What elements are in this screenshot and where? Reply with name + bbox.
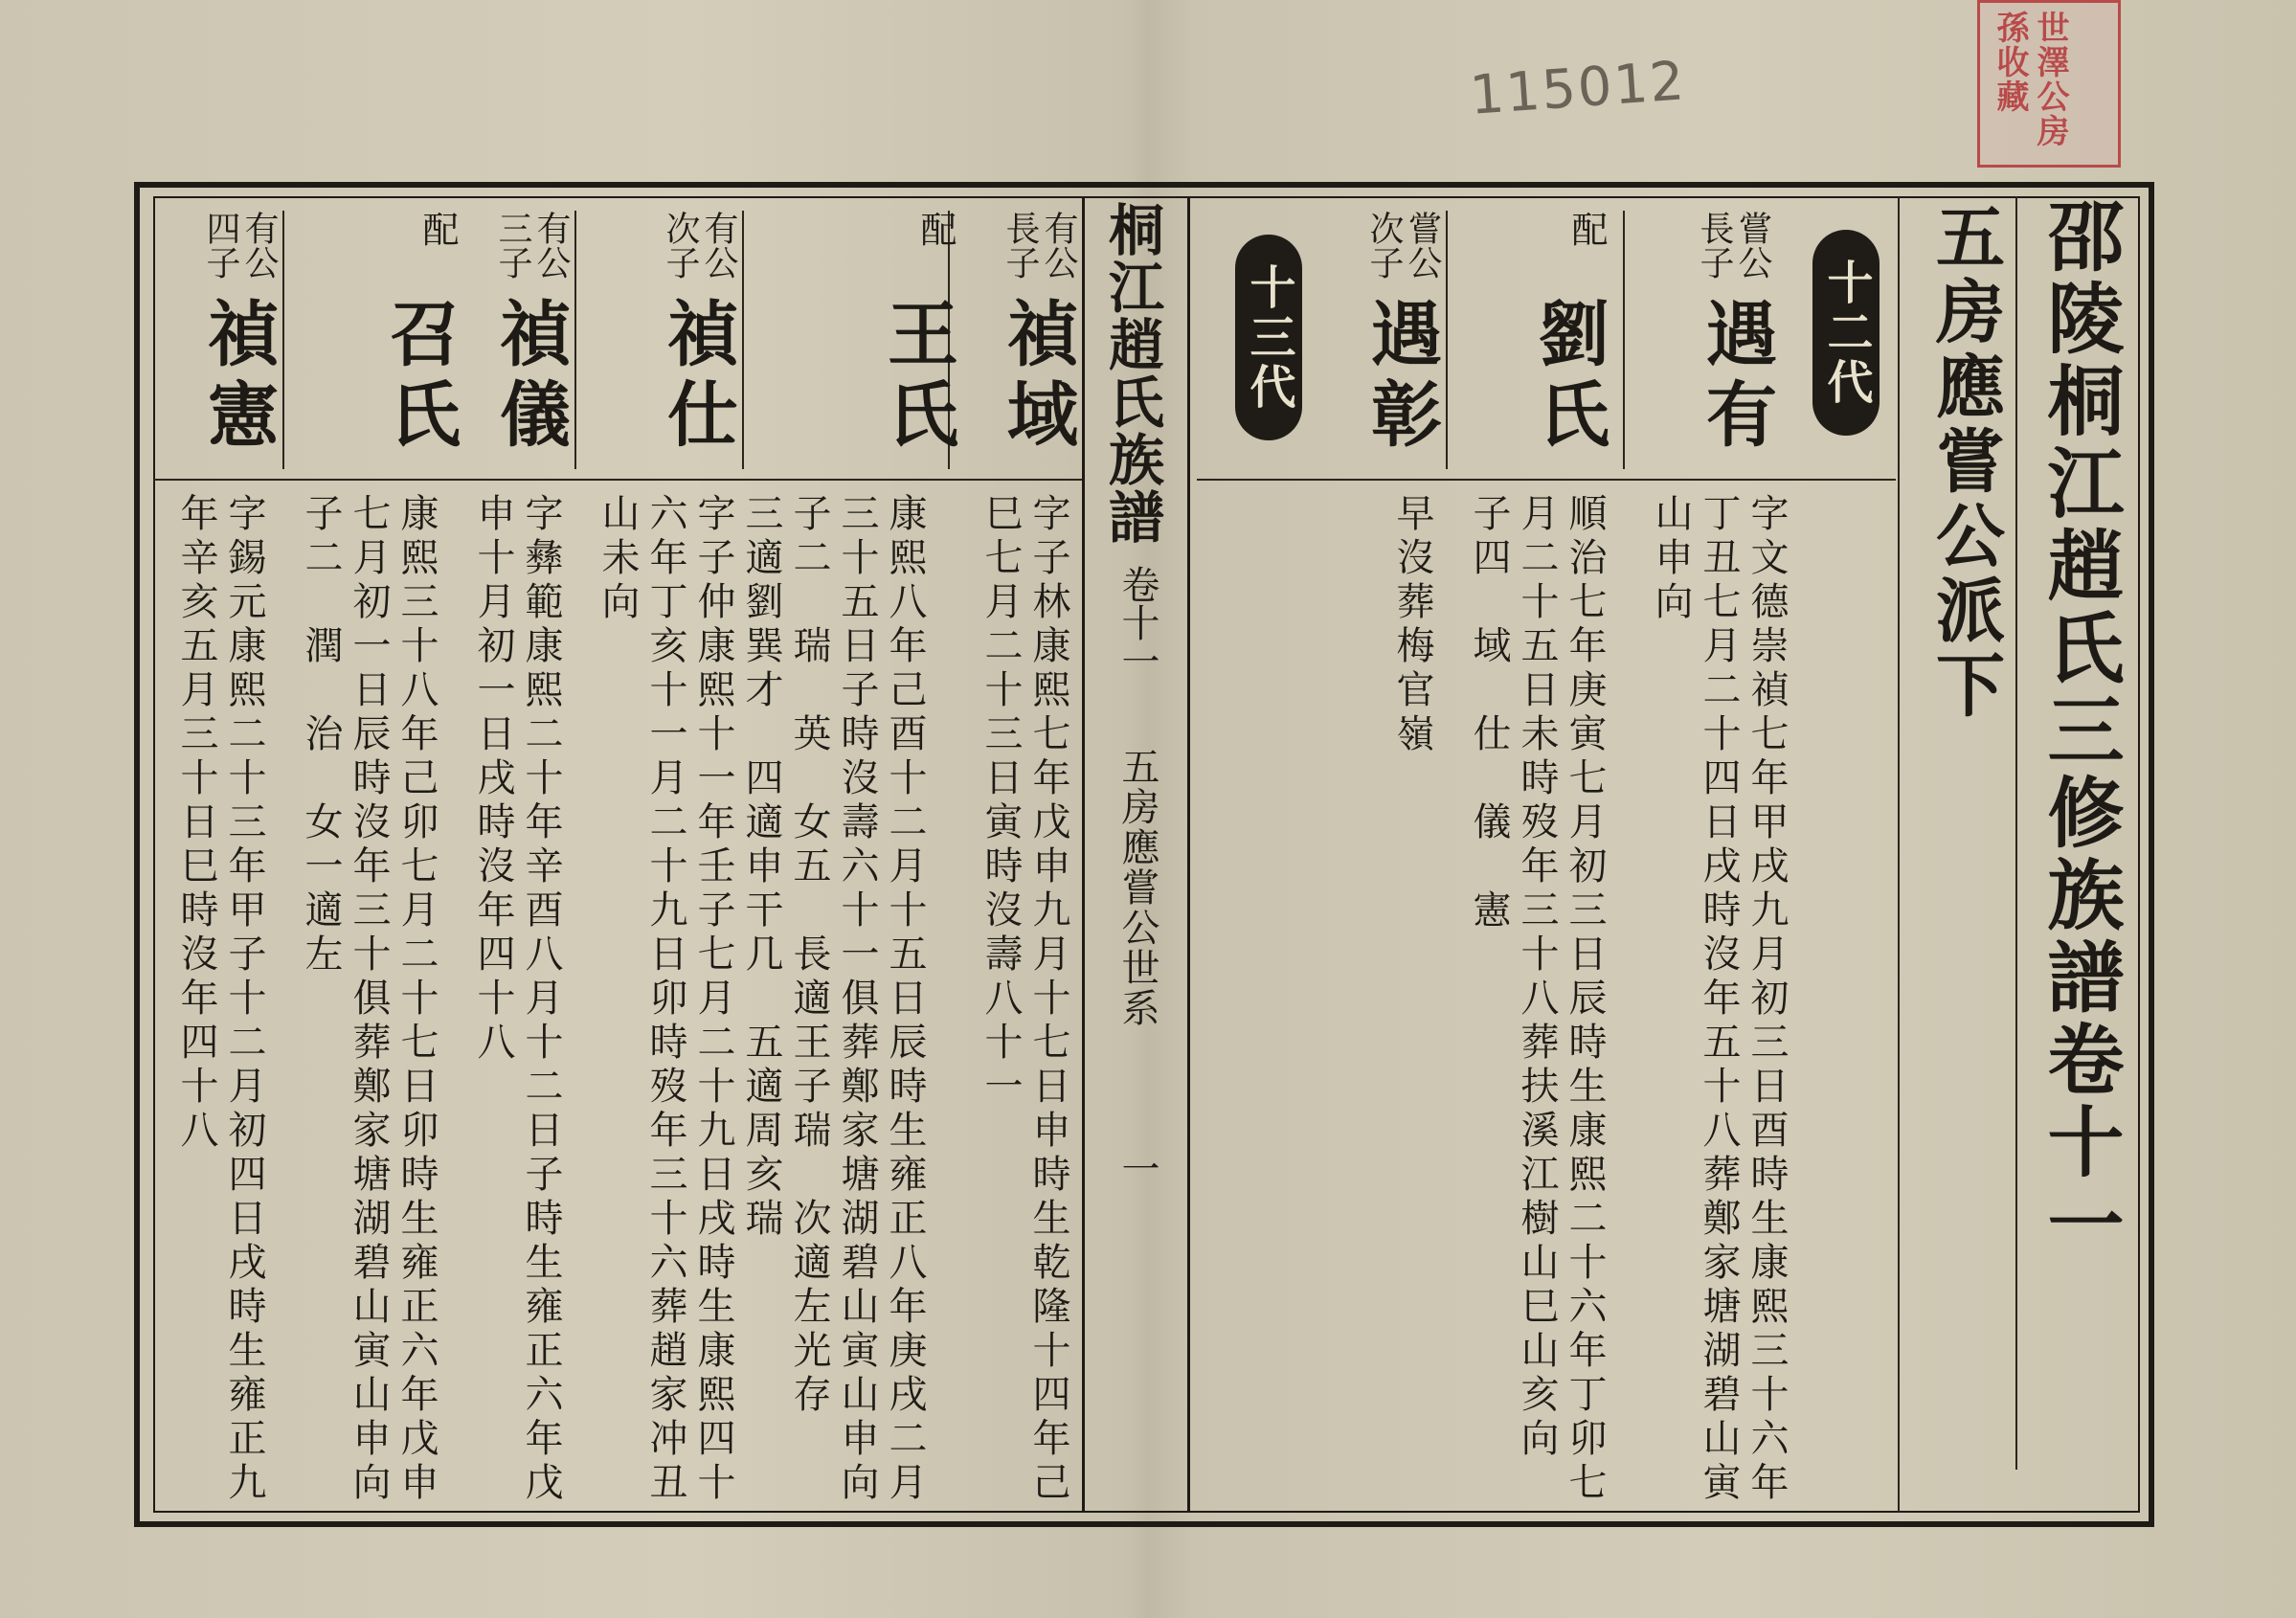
volume-title: 邵陵桐江趙氏三修族譜卷十一 (2035, 196, 2125, 1267)
relation-bottom: 四子 (201, 211, 240, 280)
relation-bottom: 長子 (1001, 211, 1040, 280)
catalog-number: 115012 (1468, 50, 1688, 127)
entry-line: 康熙三十八年己卯七月二十七日卯時生雍正六年戊申 (394, 493, 439, 1506)
entry-line: 年辛亥五月三十日巳時沒年四十八 (174, 493, 218, 1154)
collector-seal (1977, 0, 2121, 168)
person-name: 遇彰 (1360, 297, 1442, 458)
column-divider (1446, 211, 1448, 469)
entry-line: 山申向 (1649, 493, 1693, 625)
center-fold-line-right (1187, 196, 1190, 1513)
entry-line: 字子林康熙七年戊申九月十七日申時生乾隆十四年己 (1026, 493, 1070, 1506)
entry-line: 順治七年庚寅七月初三日辰時生康熙二十六年丁卯七 (1563, 493, 1607, 1506)
spouse-entry (287, 493, 440, 1506)
person-name: 禎儀 (488, 297, 571, 458)
person-entry (172, 493, 268, 1506)
spouse-label: 配 (416, 211, 459, 247)
entry-line: 申十月初一日戌時沒年四十八 (471, 493, 515, 1066)
entry-line: 子四 域 仕 儀 憲 (1467, 493, 1511, 933)
relation-top: 有公 (239, 211, 279, 280)
person-name: 遇有 (1695, 297, 1777, 458)
entry-line: 巳七月二十三日寅時沒壽八十一 (979, 493, 1023, 1110)
relation-top: 有公 (699, 211, 738, 280)
entry-line: 六年丁亥十一月二十九日卯時歿年三十六葬趙家冲丑 (643, 493, 687, 1506)
column-divider (1623, 211, 1625, 469)
person-entry (584, 493, 737, 1506)
seal-text: 世澤公房孫收藏 (1991, 11, 2069, 148)
entry-line: 字彝範康熙二十年辛酉八月十二日子時生雍正六年戊 (519, 493, 563, 1506)
entry-line: 子二 瑞 英 女五 長適王子瑞 次適左光存 (787, 493, 831, 1418)
entry-line: 字子仲康熙十一年壬子七月二十九日戌時生康熙四十 (691, 493, 735, 1506)
generation-badge-13: 十三代 (1235, 235, 1302, 440)
entry-line: 子二 潤 治 女一適左 (299, 493, 343, 978)
name-row-divider-left (153, 479, 1082, 481)
spouse-entry (728, 493, 929, 1506)
volume-number: 卷十一 (1115, 565, 1159, 680)
person-entry (1647, 493, 1790, 1506)
spouse-name: 劉氏 (1527, 297, 1609, 458)
person-name: 禎域 (996, 297, 1078, 458)
branch-lineage: 五房應嘗公世系 (1115, 747, 1159, 1028)
subtitle-divider (1898, 196, 1900, 1513)
entry-line: 三十五日子時沒壽六十一俱葬鄭家塘湖碧山寅山申向 (835, 493, 879, 1506)
generation-badge-12: 十二代 (1812, 230, 1880, 436)
spouse-name: 召氏 (378, 297, 461, 458)
relation-top: 有公 (531, 211, 571, 280)
person-entry (977, 493, 1072, 1506)
page-number: 一 (1115, 1149, 1159, 1187)
person-entry (1388, 493, 1436, 757)
person-entry (469, 493, 565, 1506)
relation-top: 有公 (1039, 211, 1078, 280)
title-divider (2015, 196, 2017, 1470)
entry-line: 三適劉巽才 四適申干几 五適周亥瑞 (739, 493, 783, 1242)
entry-line: 字錫元康熙二十三年甲子十二月初四日戌時生雍正九 (222, 493, 266, 1506)
relation-top: 嘗公 (1403, 211, 1442, 280)
relation-bottom: 次子 (1364, 211, 1404, 280)
relation-bottom: 次子 (661, 211, 700, 280)
person-name: 禎仕 (656, 297, 738, 458)
spouse-name: 王氏 (876, 297, 958, 458)
relation-top: 嘗公 (1733, 211, 1772, 280)
spouse-entry (1455, 493, 1609, 1506)
entry-line: 丁丑七月二十四日戌時沒年五十八葬鄭家塘湖碧山寅 (1697, 493, 1741, 1506)
entry-line: 七月初一日辰時沒年三十俱葬鄭家塘湖碧山寅山申向 (347, 493, 391, 1506)
relation-bottom: 長子 (1695, 211, 1734, 280)
genealogy-title: 桐江趙氏族譜 (1099, 201, 1164, 546)
entry-line: 月二十五日未時歿年三十八葬扶溪江樹山巳山亥向 (1515, 493, 1559, 1462)
entry-line: 字文德崇禎七年甲戌九月初三日酉時生康熙三十六年 (1745, 493, 1789, 1506)
name-row-divider-right (1197, 479, 1896, 481)
relation-bottom: 三子 (493, 211, 532, 280)
spouse-label: 配 (914, 211, 957, 247)
entry-line: 康熙八年己酉十二月十五日辰時生雍正八年庚戌二月 (883, 493, 927, 1506)
entry-line: 早沒葬梅官嶺 (1390, 493, 1434, 757)
spouse-label: 配 (1565, 211, 1608, 247)
branch-title: 五房應嘗公派下 (1925, 201, 2006, 724)
person-name: 禎憲 (196, 297, 279, 458)
entry-line: 山未向 (596, 493, 640, 625)
